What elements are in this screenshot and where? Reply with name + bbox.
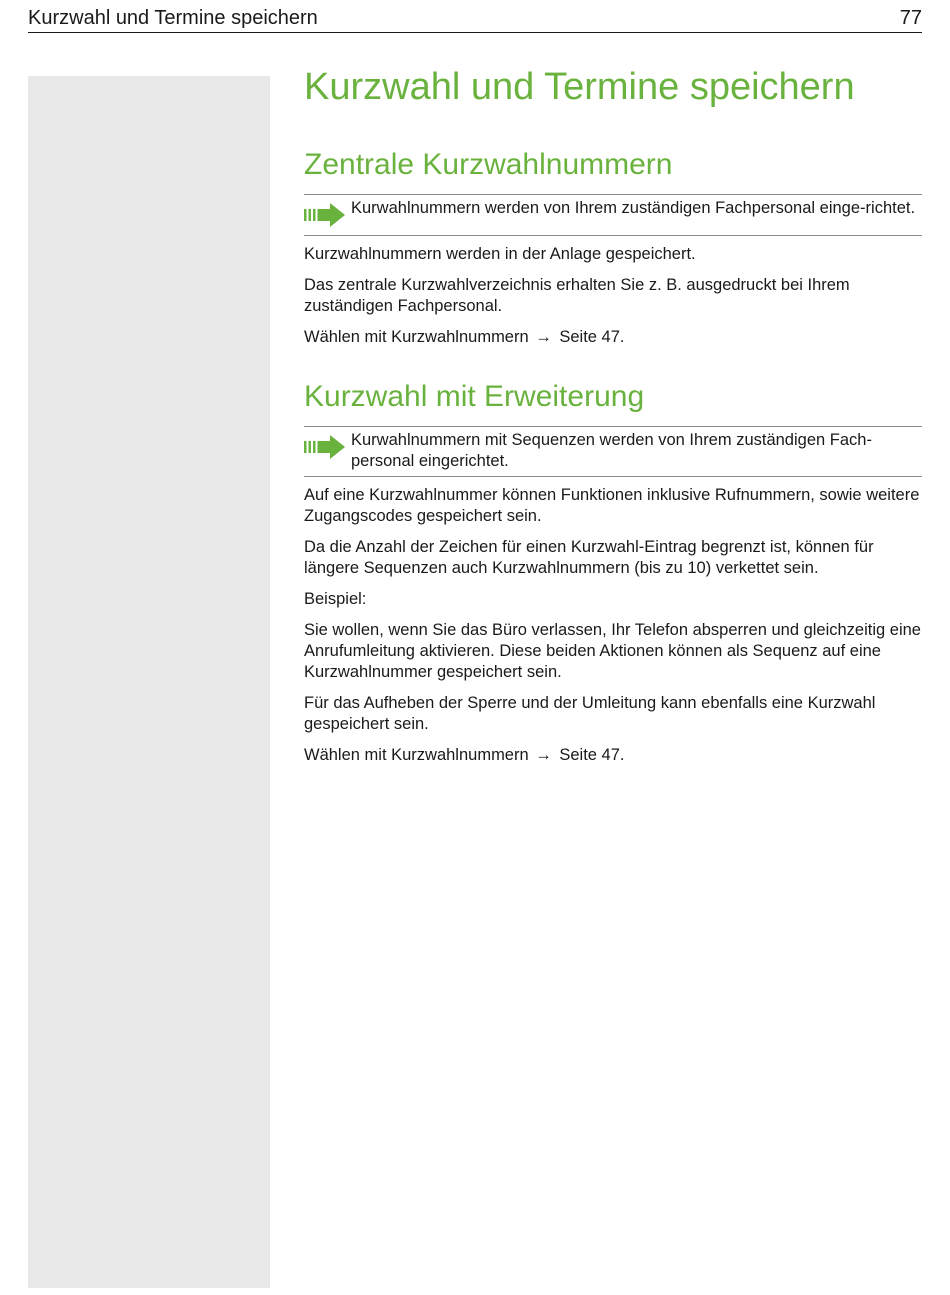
- main-content: [304, 64, 922, 766]
- xref-prefix: Wählen mit Kurzwahlnummern: [304, 746, 529, 764]
- section-heading-kurzwahl-erweiterung: Kurzwahl mit Erweiterung: [304, 380, 645, 413]
- arrow-right-icon: →: [535, 328, 552, 346]
- paragraph: Sie wollen, wenn Sie das Büro verlassen, Ihr Telefon absperren und gleichzeitig eine Anrufumleitung aktivieren. Diese beiden Aktionen können als Sequenz auf eine Kurzwahlnummer gespeichert sein.: [304, 621, 921, 681]
- xref-link[interactable]: Seite 47.: [559, 328, 625, 346]
- running-header-title: Kurzwahl und Termine speichern: [28, 7, 318, 29]
- paragraph: Da die Anzahl der Zeichen für einen Kurzwahl-Eintrag begrenzt ist, können für längere Sequenzen auch Kurzwahlnummern (bis zu 10) verkettet sein.: [304, 538, 874, 577]
- note-arrow-icon: [304, 434, 346, 460]
- note-text: Kurwahlnummern mit Sequenzen werden von Ihrem zuständigen Fach-personal eingerichtet.: [351, 431, 872, 470]
- cross-reference: [304, 745, 922, 766]
- note-arrow-icon: [304, 202, 346, 228]
- chapter-title: Kurzwahl und Termine speichern: [304, 66, 855, 108]
- paragraph: Für das Aufheben der Sperre und der Umleitung kann ebenfalls eine Kurzwahl gespeichert sein.: [304, 694, 876, 733]
- paragraph: Beispiel:: [304, 590, 367, 608]
- xref-prefix: Wählen mit Kurzwahlnummern: [304, 328, 529, 346]
- paragraph: Das zentrale Kurzwahlverzeichnis erhalten Sie z. B. ausgedruckt bei Ihrem zuständigen Fachpersonal.: [304, 276, 850, 315]
- paragraph: Auf eine Kurzwahlnummer können Funktionen inklusive Rufnummern, sowie weitere Zugangscodes gespeichert sein.: [304, 486, 920, 525]
- side-column: [28, 76, 270, 1288]
- running-header: [28, 6, 922, 33]
- page-number: 77: [899, 7, 922, 29]
- note-box: [304, 194, 922, 236]
- note-text: Kurwahlnummern werden von Ihrem zuständigen Fachpersonal einge-richtet.: [351, 199, 916, 217]
- cross-reference: [304, 327, 922, 348]
- arrow-right-icon: →: [535, 746, 552, 764]
- note-box: [304, 426, 922, 477]
- xref-link[interactable]: Seite 47.: [559, 746, 625, 764]
- paragraph: Kurzwahlnummern werden in der Anlage gespeichert.: [304, 245, 696, 263]
- section-heading-zentrale-kurzwahl: Zentrale Kurzwahlnummern: [304, 148, 673, 181]
